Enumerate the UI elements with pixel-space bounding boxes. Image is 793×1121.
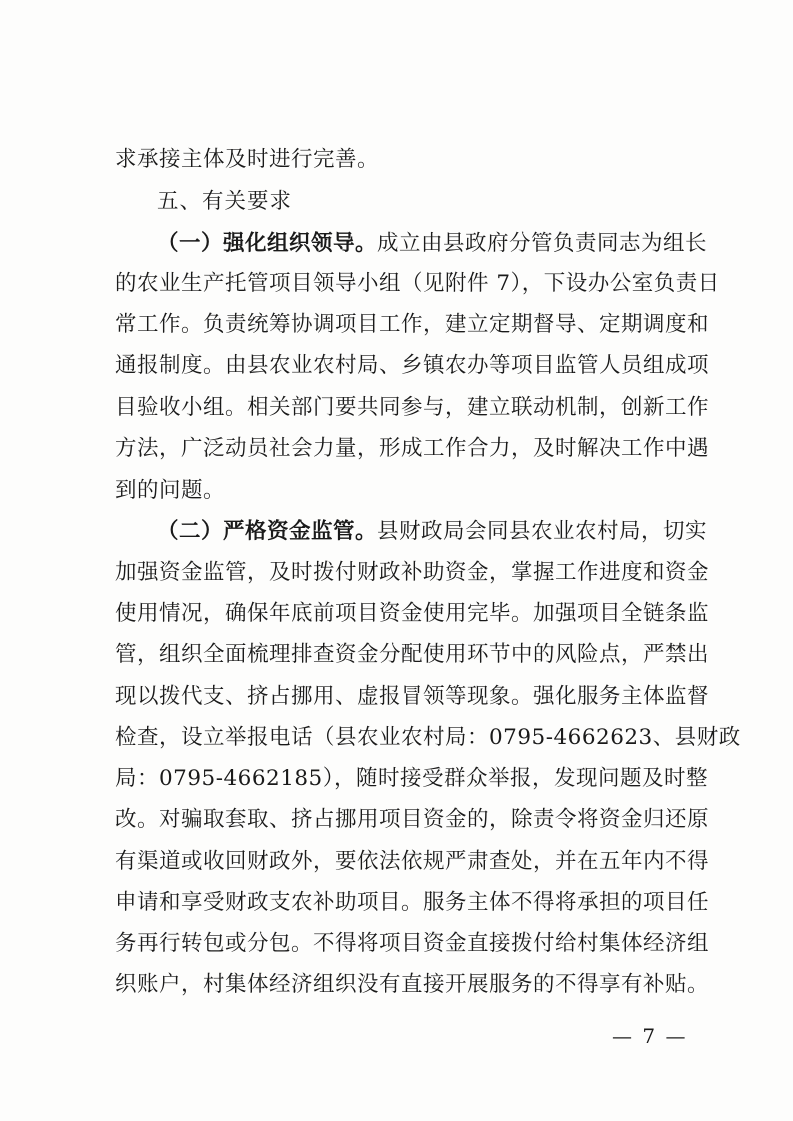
- text-line: 管，组织全面梳理排查资金分配使用环节中的风险点，严禁出: [115, 642, 710, 667]
- text-line: 改。对骗取套取、挤占挪用项目资金的，除责令将资金归还原: [115, 807, 710, 832]
- para2-first-line: [157, 518, 708, 546]
- section-heading: 五、有关要求: [157, 189, 293, 214]
- text-line: 申请和享受财政支农补助项目。服务主体不得将承担的项目任: [115, 890, 710, 915]
- para1-first-line: [157, 230, 708, 258]
- text-line: 检查，设立举报电话（县农业农村局：0795-4662623、县财政: [115, 725, 741, 750]
- text-line: 有渠道或收回财政外，要依法依规严肃查处，并在五年内不得: [115, 849, 710, 874]
- text-line: 织账户，村集体经济组织没有直接开展服务的不得享有补贴。: [115, 972, 710, 997]
- para2-title: （二）严格资金监管。: [157, 519, 378, 544]
- text-line: 使用情况，确保年底前项目资金使用完毕。加强项目全链条监: [115, 601, 710, 626]
- page-number: — 7 —: [612, 1024, 688, 1048]
- text-line: 方法，广泛动员社会力量，形成工作合力，及时解决工作中遇: [115, 436, 710, 461]
- text-line: 现以拨代支、挤占挪用、虚报冒领等现象。强化服务主体监督: [115, 684, 710, 709]
- text-line: 目验收小组。相关部门要共同参与，建立联动机制，创新工作: [115, 395, 710, 420]
- para1-line1-rest: 成立由县政府分管负责同志为组长: [377, 231, 708, 256]
- text-line: 加强资金监管，及时拨付财政补助资金，掌握工作进度和资金: [115, 560, 710, 585]
- text-line: 的农业生产托管项目领导小组（见附件 7），下设办公室负责日: [115, 271, 720, 296]
- text-line: 局：0795-4662185），随时接受群众举报，发现问题及时整: [115, 766, 708, 791]
- text-line: 务再行转包或分包。不得将项目资金直接拨付给村集体经济组: [115, 931, 710, 956]
- text-line: 常工作。负责统筹协调项目工作，建立定期督导、定期调度和: [115, 312, 710, 337]
- para1-title: （一）强化组织领导。: [157, 231, 378, 256]
- para2-line1-rest: 县财政局会同县农业农村局，切实: [377, 519, 708, 544]
- text-line: 求承接主体及时进行完善。: [115, 147, 380, 172]
- text-line: 到的问题。: [115, 478, 226, 503]
- text-line: 通报制度。由县农业农村局、乡镇农办等项目监管人员组成项: [115, 353, 710, 378]
